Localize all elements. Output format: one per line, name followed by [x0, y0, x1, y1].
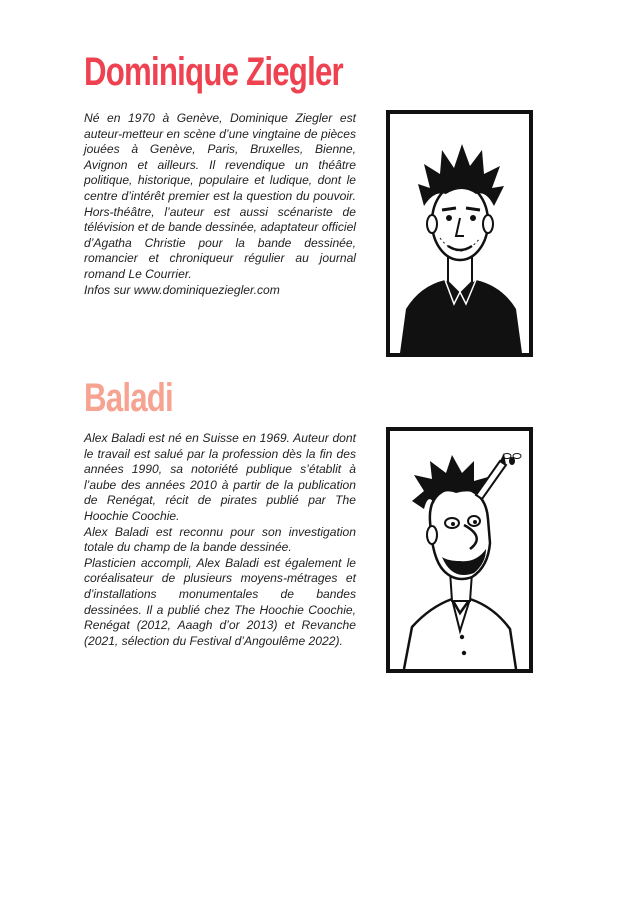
bio-paragraph: Né en 1970 à Genève, Dominique Ziegler est auteur-metteur en scène d’une vingtaine de pièces jouées à Genève, Paris, Bruxelles, Bienne, Avignon et ailleurs. Il revendique un théâtre politique, historique, populaire et ludique, dont le centre d’intérêt premier est la question du pouvoir. Hors-théâtre, l’auteur est aussi scénariste de télévision et de bande dessinée, adaptateur officiel d’Agatha Christie pour la bande dessinée, romancier et chroniqueur régulier au journal romand Le Courrier.	[84, 111, 356, 281]
bio-paragraph: Plasticien accompli, Alex Baladi est également le coréalisateur de plusieurs moyens-métrages et d’installations monumentales de bandes dessinées. Il a publié chez The Hoochie Coochie, Renégat (2012, Aaagh d’or 2013) et Revanche (2021, sélection du Festival d’Angoulême 2022).	[84, 555, 356, 648]
bio-paragraph: Alex Baladi est reconnu pour son investigation totale du champ de la bande dessinée.	[84, 524, 356, 555]
bio-paragraph: Alex Baladi est né en Suisse en 1969. Auteur dont le travail est salué par la profession dès la fin des années 1990, sa notoriété publique s’établit à l’aube des années 2010 à partir de la publication de Renégat, récit de pirates publié par The Hoochie Coochie.	[84, 431, 356, 523]
author-name-baladi: Baladi	[84, 376, 173, 420]
author-bio-ziegler	[84, 111, 356, 298]
author-name-ziegler: Dominique Ziegler	[84, 50, 343, 94]
author-bio-baladi	[84, 431, 356, 649]
portrait-baladi-drawing	[390, 431, 529, 669]
bio-website-line: Infos sur www.dominiqueziegler.com	[84, 282, 280, 297]
portrait-ziegler-illustration	[386, 110, 533, 357]
portrait-ziegler-drawing	[390, 114, 529, 353]
portrait-baladi-illustration	[386, 427, 533, 673]
